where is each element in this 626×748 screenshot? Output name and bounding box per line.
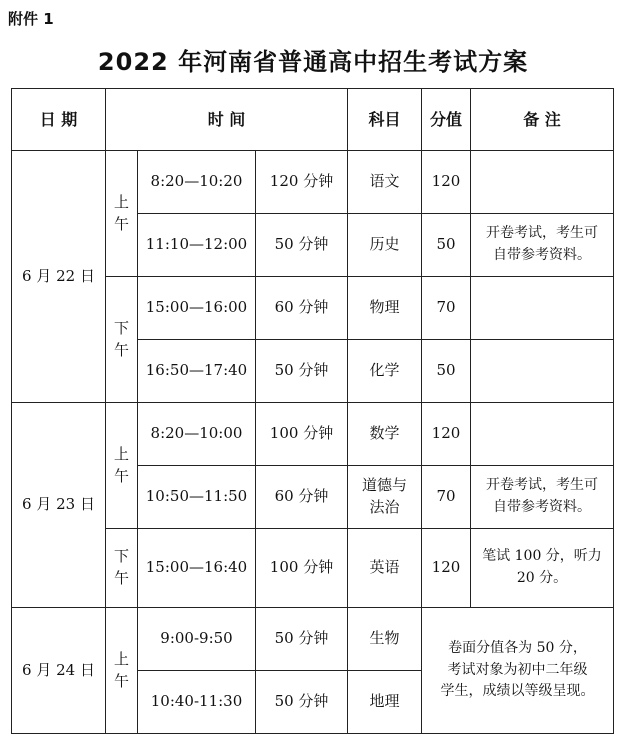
remarks-cell: 开卷考试，考生可 自带参考资料。 <box>471 214 614 277</box>
period-am: 上 午 <box>106 608 138 734</box>
document-title: 2022 年河南省普通高中招生考试方案 <box>97 48 529 76</box>
remarks-cell: 笔试 100 分，听力 20 分。 <box>471 529 614 608</box>
table-row <box>12 151 614 214</box>
duration-cell: 50 分钟 <box>256 340 348 403</box>
exam-schedule-table <box>11 88 614 734</box>
subject-cell: 数学 <box>348 403 422 466</box>
remarks-cell <box>471 277 614 340</box>
duration-cell: 60 分钟 <box>256 466 348 529</box>
time-cell: 15:00—16:00 <box>138 277 256 340</box>
time-cell: 8:20—10:00 <box>138 403 256 466</box>
duration-cell: 100 分钟 <box>256 403 348 466</box>
duration-cell: 50 分钟 <box>256 608 348 671</box>
subject-cell: 英语 <box>348 529 422 608</box>
subject-cell: 道德与 法治 <box>348 466 422 529</box>
duration-cell: 60 分钟 <box>256 277 348 340</box>
date-cell: 6 月 22 日 <box>12 151 106 403</box>
attachment-label: 附件 1 <box>8 10 54 28</box>
subject-cell: 历史 <box>348 214 422 277</box>
header-subject: 科目 <box>348 89 422 151</box>
duration-cell: 50 分钟 <box>256 214 348 277</box>
header-date: 日 期 <box>12 89 106 151</box>
remarks-cell: 开卷考试，考生可 自带参考资料。 <box>471 466 614 529</box>
time-cell: 8:20—10:20 <box>138 151 256 214</box>
subject-cell: 语文 <box>348 151 422 214</box>
score-cell: 70 <box>422 277 471 340</box>
subject-cell: 物理 <box>348 277 422 340</box>
subject-cell: 化学 <box>348 340 422 403</box>
period-pm: 下 午 <box>106 277 138 403</box>
score-cell: 120 <box>422 529 471 608</box>
time-cell: 10:40-11:30 <box>138 671 256 734</box>
remarks-cell: 卷面分值各为 50 分， 考试对象为初中二年级 学生，成绩以等级呈现。 <box>422 608 614 734</box>
date-cell: 6 月 23 日 <box>12 403 106 608</box>
header-remarks: 备 注 <box>471 89 614 151</box>
time-cell: 10:50—11:50 <box>138 466 256 529</box>
period-pm: 下 午 <box>106 529 138 608</box>
header-time: 时 间 <box>106 89 348 151</box>
period-am: 上 午 <box>106 151 138 277</box>
duration-cell: 50 分钟 <box>256 671 348 734</box>
time-cell: 15:00—16:40 <box>138 529 256 608</box>
remarks-cell <box>471 403 614 466</box>
duration-cell: 100 分钟 <box>256 529 348 608</box>
period-am: 上 午 <box>106 403 138 529</box>
header-row <box>12 89 614 151</box>
score-cell: 50 <box>422 340 471 403</box>
subject-cell: 生物 <box>348 608 422 671</box>
score-cell: 70 <box>422 466 471 529</box>
subject-cell: 地理 <box>348 671 422 734</box>
duration-cell: 120 分钟 <box>256 151 348 214</box>
score-cell: 120 <box>422 151 471 214</box>
score-cell: 120 <box>422 403 471 466</box>
table-row <box>12 608 614 671</box>
time-cell: 9:00-9:50 <box>138 608 256 671</box>
table-row <box>12 403 614 466</box>
date-cell: 6 月 24 日 <box>12 608 106 734</box>
remarks-cell <box>471 151 614 214</box>
time-cell: 16:50—17:40 <box>138 340 256 403</box>
remarks-cell <box>471 340 614 403</box>
time-cell: 11:10—12:00 <box>138 214 256 277</box>
score-cell: 50 <box>422 214 471 277</box>
header-score: 分值 <box>422 89 471 151</box>
